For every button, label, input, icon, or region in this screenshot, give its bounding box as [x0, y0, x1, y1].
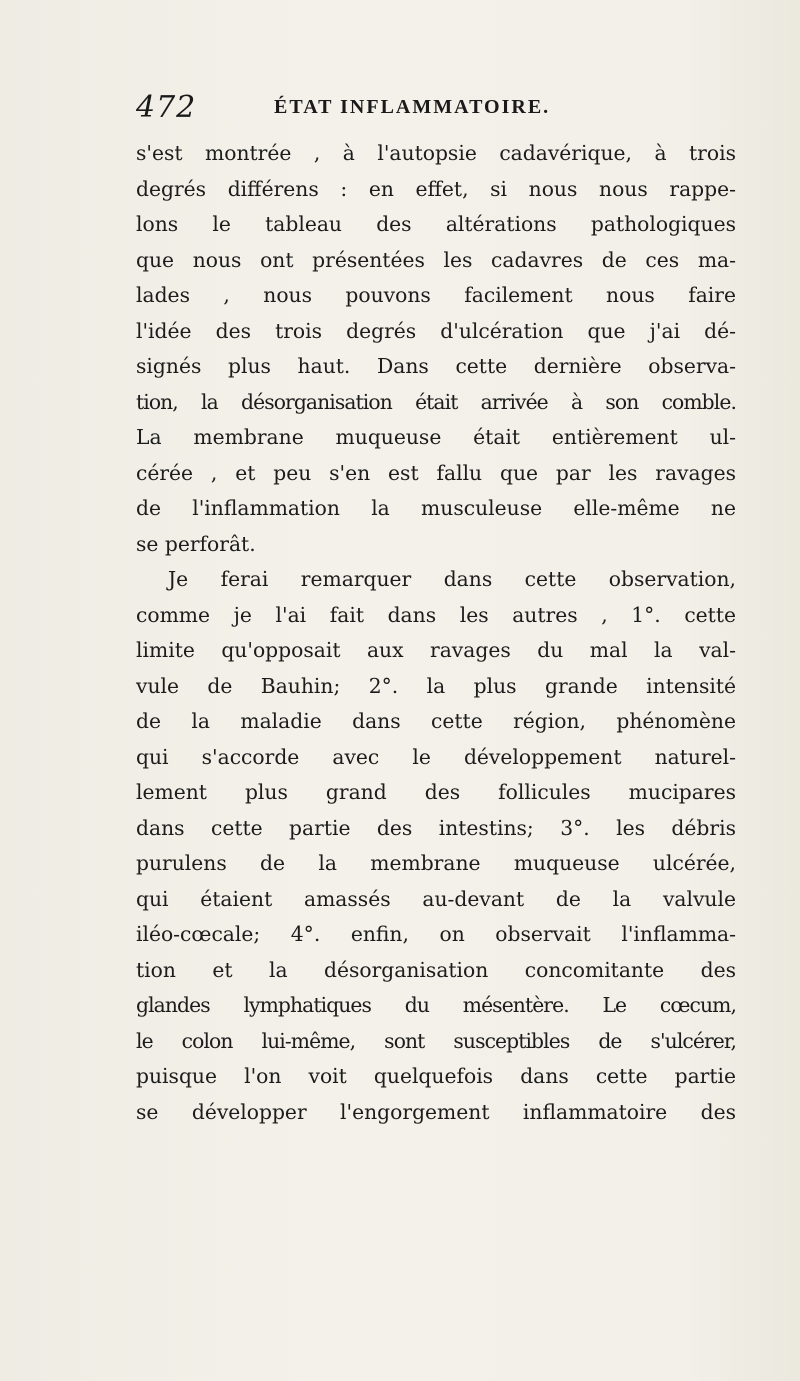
text-line: lons le tableau des altérations pathologiques — [136, 212, 736, 236]
text-line: de l'inflammation la musculeuse elle-même ne — [136, 496, 736, 520]
running-head: ÉTAT INFLAMMATOIRE. — [274, 96, 551, 118]
text-line: tion, la désorganisation était arrivée à son comble. — [136, 389, 736, 414]
text-line: iléo-cœcale; 4°. enfin, on observait l'inflamma- — [136, 922, 736, 946]
text-line: se perforât. — [136, 531, 256, 556]
text-line: La membrane muqueuse était entièrement ul- — [136, 425, 736, 449]
text-line: puisque l'on voit quelquefois dans cette partie — [136, 1064, 736, 1088]
text-line: comme je l'ai fait dans les autres , 1°. cette — [136, 602, 736, 627]
text-line: glandes lymphatiques du mésentère. Le cœcum, — [136, 993, 736, 1017]
text-line: se développer l'engorgement inflammatoire des — [136, 1099, 736, 1124]
text-line: cérée , et peu s'en est fallu que par les ravages — [136, 460, 736, 485]
text-line: s'est montrée , à l'autopsie cadavérique, à trois — [136, 141, 736, 165]
text-line: vule de Bauhin; 2°. la plus grande intensité — [136, 673, 736, 698]
text-line: purulens de la membrane muqueuse ulcérée, — [136, 851, 736, 875]
text-line: lement plus grand des follicules mucipares — [136, 780, 736, 804]
text-line: tion et la désorganisation concomitante des — [136, 957, 736, 982]
page-header — [136, 90, 756, 130]
text-line: dans cette partie des intestins; 3°. les débris — [136, 815, 736, 840]
text-line: Je ferai remarquer dans cette observation, — [168, 567, 736, 591]
text-line: de la maladie dans cette région, phénomène — [136, 709, 736, 733]
text-line: l'idée des trois degrés d'ulcération que j'ai dé- — [136, 318, 736, 343]
text-line: que nous ont présentées les cadavres de ces ma- — [136, 247, 736, 272]
page-number: 472 — [136, 90, 197, 125]
text-line: lades , nous pouvons facilement nous faire — [136, 283, 736, 307]
text-line: signés plus haut. Dans cette dernière observa- — [136, 354, 736, 378]
text-line: qui s'accorde avec le développement naturel- — [136, 744, 736, 769]
text-line: degrés différens : en effet, si nous nous rappe- — [136, 176, 736, 201]
text-line: qui étaient amassés au-devant de la valvule — [136, 886, 736, 911]
body-text — [136, 136, 736, 1130]
text-line: le colon lui-même, sont susceptibles de s'ulcérer, — [136, 1028, 736, 1053]
text-line: limite qu'opposait aux ravages du mal la val- — [136, 638, 736, 662]
